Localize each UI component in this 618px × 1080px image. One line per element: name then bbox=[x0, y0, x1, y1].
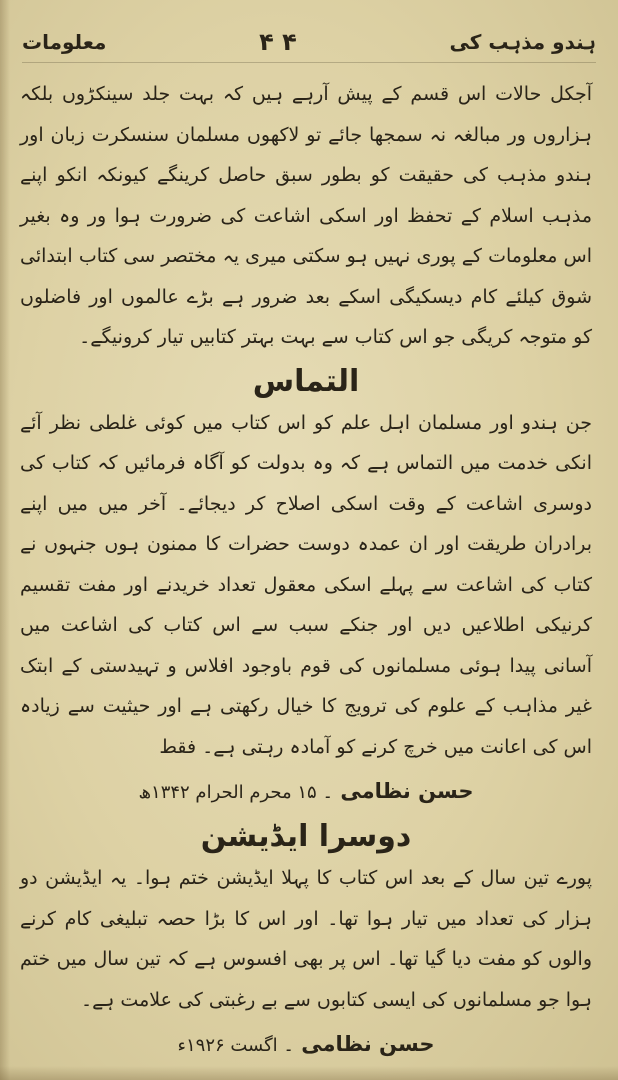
intro-line: پوری نہیں ہو سکتی میری یہ مختصر سی کتاب ابتدائی شوق کیلئے کام دیسکیگی اسکے بعد ضرور ہے bbox=[20, 245, 592, 308]
intro-line: آجکل حالات اس قسم کے پیش آرہے ہیں کہ بہت جلد سینکڑوں بلکہ ہزاروں ور مبالغہ bbox=[20, 83, 592, 146]
request-signature bbox=[20, 771, 592, 813]
intro-line: کرینگے کیونکہ انکو اپنے مذہب اسلام کے تحفظ اور اسکی اشاعت کی ضرورت ہوا ور وہ بغیر اس معلومات کے bbox=[20, 164, 593, 267]
running-subtitle: معلومات bbox=[22, 30, 107, 54]
second-edition-heading: دوسرا ایڈیشن bbox=[200, 819, 412, 854]
request-line: جن ہندو اور مسلمان اہل علم کو اس کتاب میں کوئی غلطی نظر آئے انکی خدمت میں bbox=[20, 411, 592, 474]
request-line: سے زیادہ اس کی اعانت میں خرچ کرنے کو آمادہ رہتی ہے۔ فقط bbox=[20, 695, 592, 758]
request-paragraph bbox=[20, 403, 592, 768]
request-line: کتاب کی اشاعت سے پہلے اسکی معقول تعداد خریدنے اور مفت تقسیم کرنیکی اطلاعیں دیں bbox=[20, 573, 592, 636]
page-bottom-edge bbox=[0, 1066, 618, 1080]
request-line: آخر میں میں اپنے برادران طریقت اور ان عمدہ دوست حضرات کا ممنون ہوں جنہوں نے bbox=[20, 492, 592, 555]
page-edge-shadow bbox=[0, 0, 10, 1080]
edition-line: کی ایسی کتابوں سے بے رغبتی کی علامت ہے۔ bbox=[80, 988, 447, 1011]
intro-line: بڑے عالموں اور فاضلوں کو متوجہ کریگی جو اس کتاب سے بہت بہتر کتابیں تیار کرونیگے۔ bbox=[20, 285, 592, 348]
page-body bbox=[20, 74, 592, 1070]
signature-name: حسن نظامی bbox=[340, 779, 474, 803]
request-heading: التماس bbox=[252, 363, 360, 399]
edition-line: دو ہزار کی تعداد میں تیار ہوا تھا۔ اور اس کا بڑا حصہ تبلیغی کام کرنے والوں bbox=[20, 867, 592, 970]
second-edition-paragraph bbox=[20, 858, 592, 1020]
page-header bbox=[22, 22, 596, 63]
second-edition-signature bbox=[20, 1024, 592, 1066]
request-line: التماس ہے کہ وہ بدولت کو آگاہ فرمائیں کہ کتاب کی دوسری اشاعت کے وقت اسکی اصلاح کر دیجائے۔ bbox=[20, 452, 592, 515]
signature-date: ۔ اگست ۱۹۲۶ء bbox=[177, 1035, 294, 1056]
edition-line: کو مفت دیا گیا تھا۔ اس پر بھی افسوس ہے کہ تین سال میں ختم ہوا جو مسلمانوں bbox=[20, 948, 592, 1011]
signature-name: حسن نظامی bbox=[301, 1032, 435, 1056]
request-line: افلاس و تہیدستی کے ابتک غیر مذاہب کے علوم کی ترویج کا خیال رکھتی ہے اور حیثیت bbox=[20, 654, 592, 717]
intro-paragraph bbox=[20, 74, 592, 358]
request-line: اور جنکے سبب سے اس کتاب کی اشاعت میں آسانی پیدا ہوئی مسلمانوں کی قوم باوجود bbox=[20, 614, 592, 677]
signature-date: ۔ ۱۵ محرم الحرام ۱۳۴۲ھ bbox=[138, 782, 334, 803]
running-title: ہندو مذہب کی bbox=[449, 30, 596, 54]
page-number: ۴ ۴ bbox=[259, 28, 297, 56]
intro-line: نہ سمجھا جائے تو لاکھوں مسلمان سنسکرت زبان اور ہندو مذہب کی حقیقت کو بطور سبق حاصل bbox=[20, 123, 592, 186]
edition-line: پورے تین سال کے بعد اس کتاب کا پہلا ایڈیشن ختم ہوا۔ یہ ایڈیشن bbox=[45, 867, 592, 889]
